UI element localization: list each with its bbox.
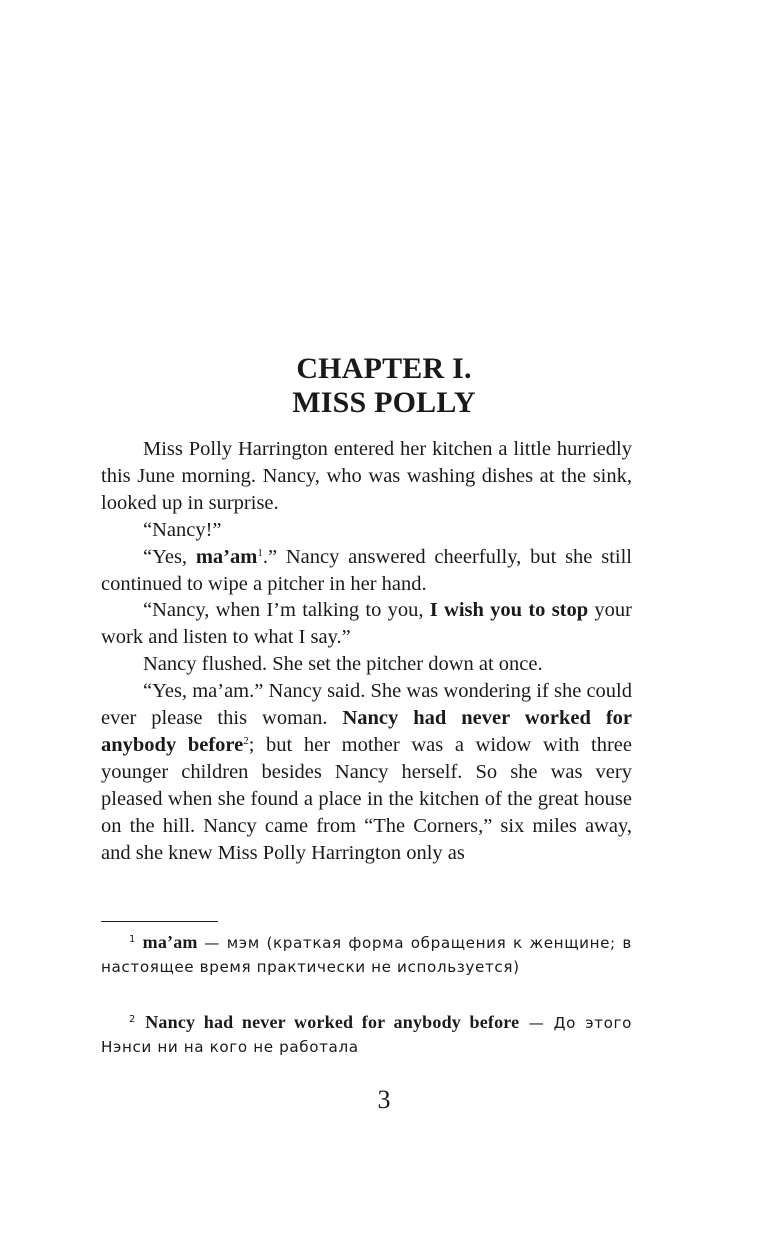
vocab-never-worked: Nancy had never worked for anybody before (101, 707, 632, 756)
footnote-1-text: — мэм (краткая форма обращения к женщине; в настоящее время практически не используется) (101, 934, 632, 976)
paragraph-5: Nancy flushed. She set the pitcher down at once. (143, 653, 543, 676)
footnote-1-term: ma’am (142, 932, 198, 952)
p3-text-a: “Yes, (143, 545, 196, 568)
page-number: 3 (377, 1085, 391, 1114)
footnote-ref-1: 1 (257, 546, 263, 559)
vocab-maam: ma’am (195, 545, 258, 568)
p6-text-b: ; but her mother was a widow with three younger children besides Nancy herself. So she was very pleased when she found a place in the kitchen of the great house on the hill. Nancy came from “The Corners,” six miles away, and she knew Miss Polly Harrington only as (101, 733, 632, 864)
footnote-divider (101, 921, 218, 922)
footnote-2-number: 2 (129, 1014, 136, 1025)
footnote-2-term: Nancy had never worked for anybody before (145, 1012, 520, 1032)
chapter-title: MISS POLLY (292, 386, 476, 419)
paragraph-4 (101, 597, 632, 651)
footnote-ref-2: 2 (243, 734, 249, 747)
p3-text-b: .” Nancy answered cheerfully, but she still continued to wipe a pitcher in her hand. (101, 545, 632, 595)
p4-text-a: “Nancy, when I’m talking to you, (143, 599, 430, 622)
footnote-2-text: — До этого Нэнси ни на кого не работала (101, 1014, 632, 1056)
paragraph-1: Miss Polly Harrington entered her kitchen a little hurriedly this June morning. Nancy, who was washing dishes at the sink, looked up in surprise. (101, 438, 632, 514)
footnote-1 (101, 930, 632, 979)
chapter-text (101, 436, 632, 867)
paragraph-2: “Nancy!” (143, 518, 222, 541)
p6-text-a: “Yes, ma’am.” Nancy said. She was wondering if she could ever please this woman. (101, 680, 632, 730)
footnote-2 (101, 1010, 632, 1059)
paragraph-3 (101, 544, 632, 598)
paragraph-6 (101, 678, 632, 866)
vocab-wish-stop: I wish you to stop (429, 599, 589, 622)
p4-text-b: your work and listen to what I say.” (101, 599, 633, 649)
chapter-number: CHAPTER I. (296, 352, 472, 385)
footnote-1-number: 1 (129, 934, 136, 945)
